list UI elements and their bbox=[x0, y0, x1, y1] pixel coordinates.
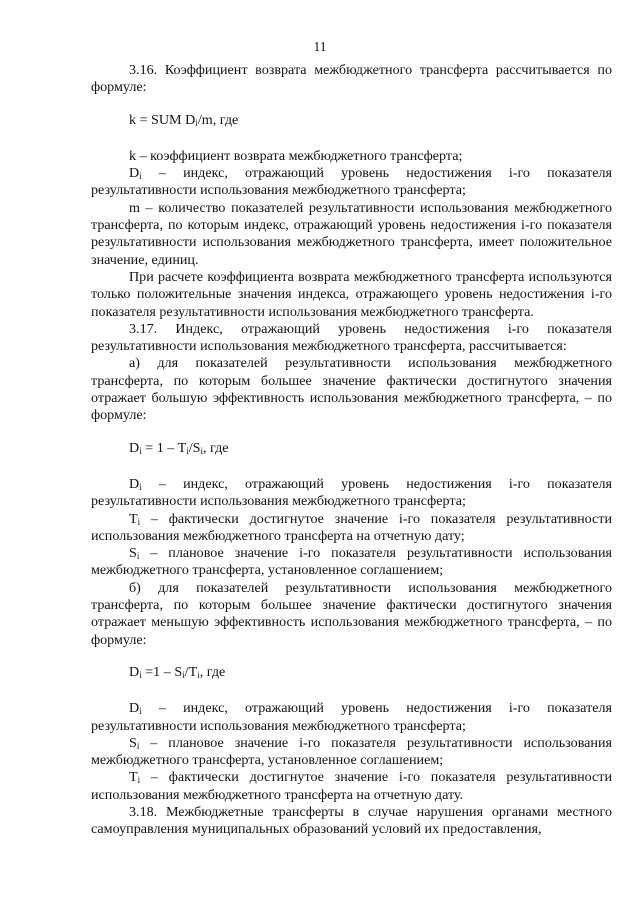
formula bbox=[91, 112, 612, 129]
subscript: i bbox=[139, 669, 142, 680]
text-run: = 1 – T bbox=[141, 439, 187, 456]
text-run: /T bbox=[184, 663, 198, 680]
text-run: – индекс, отражающий уровень недостижения i-го показателя результативности использования межбюджетного трансферта; bbox=[91, 700, 612, 734]
formula bbox=[91, 664, 612, 681]
paragraph: 3.16. Коэффициент возврата межбюджетного трансферта рассчитывается по формуле: bbox=[91, 62, 612, 96]
text-run: /S bbox=[188, 439, 201, 456]
document-body bbox=[91, 62, 612, 839]
text-run: S bbox=[129, 545, 137, 562]
subscript: i bbox=[139, 706, 142, 717]
paragraph: 3.17. Индекс, отражающий уровень недостижения i-го показателя результативности использования межбюджетного трансферта, рассчитывается: bbox=[91, 320, 612, 355]
text-run: – плановое значение i-го показателя результативности использования межбюджетного трансферта, установленное соглашением; bbox=[91, 734, 612, 769]
text-run: k = SUM D bbox=[129, 111, 196, 128]
subscript: i bbox=[195, 117, 198, 128]
paragraph bbox=[91, 476, 612, 511]
paragraph bbox=[91, 769, 612, 804]
text-run: , где bbox=[203, 439, 229, 456]
text-run: =1 – S bbox=[141, 663, 183, 680]
paragraph: m – количество показателей результативности использования межбюджетного трансферта, по которым индекс, отражающий уровень недостижения i-го показателя результативности использования межбюджетного трансферта, имеет положительное значение, единиц. bbox=[91, 199, 612, 268]
paragraph bbox=[91, 700, 612, 735]
subscript: i bbox=[137, 516, 141, 527]
text-run: /m, где bbox=[197, 111, 239, 128]
subscript: i bbox=[139, 171, 142, 182]
text-run: S bbox=[129, 734, 137, 751]
text-run: – плановое значение i-го показателя результативности использования межбюджетного трансферта, установленное соглашением; bbox=[91, 545, 612, 579]
subscript: i bbox=[186, 445, 189, 456]
text-run: D bbox=[129, 663, 140, 680]
text-run: – фактически достигнутое значение i-го показателя результативности использования межбюджетного трансферта на отчетную дату. bbox=[91, 769, 612, 803]
subscript: i bbox=[182, 669, 185, 680]
text-run: D bbox=[129, 700, 140, 717]
text-run: D bbox=[129, 165, 140, 182]
text-run: , где bbox=[199, 663, 226, 680]
paragraph: 3.18. Межбюджетные трансферты в случае нарушения органами местного самоуправления муниципальных образований условий их предоставления, bbox=[91, 803, 612, 838]
text-run: D bbox=[129, 475, 140, 492]
paragraph: При расчете коэффициента возврата межбюджетного трансферта используются только положительные значения индекса, отражающего уровень недостижения i-го показателя результативности использования межбюджетного трансферта. bbox=[91, 268, 612, 320]
paragraph bbox=[91, 511, 612, 546]
subscript: i bbox=[139, 445, 142, 456]
text-run: – индекс, отражающий уровень недостижения i-го показателя результативности использования межбюджетного трансферта; bbox=[91, 475, 612, 510]
subscript: i bbox=[139, 481, 142, 492]
paragraph bbox=[91, 165, 612, 200]
paragraph: б) для показателей результативности использования межбюджетного трансферта, по которым большее значение фактически достигнутого значения отражает меньшую эффективность использования межбюджетного трансферта, – по формуле: bbox=[91, 579, 612, 648]
text-run: T bbox=[129, 769, 138, 786]
subscript: i bbox=[136, 740, 140, 751]
subscript: i bbox=[136, 551, 140, 562]
subscript: i bbox=[197, 669, 200, 680]
text-run: T bbox=[129, 510, 138, 527]
paragraph bbox=[91, 545, 612, 580]
page-number: 11 bbox=[313, 39, 327, 54]
subscript: i bbox=[200, 445, 203, 456]
subscript: i bbox=[137, 775, 141, 786]
paragraph: k – коэффициент возврата межбюджетного трансферта; bbox=[129, 147, 463, 164]
paragraph bbox=[91, 735, 612, 770]
text-run: – индекс, отражающий уровень недостижения i-го показателя результативности использования межбюджетного трансферта; bbox=[91, 165, 612, 199]
paragraph: а) для показателей результативности использования межбюджетного трансферта, по которым большее значение фактически достигнутого значения отражает большую эффективность использования межбюджетного трансферта, – по формуле: bbox=[91, 355, 612, 424]
text-run: D bbox=[129, 439, 140, 456]
text-run: – фактически достигнутое значение i-го показателя результативности использования межбюджетного трансферта на отчетную дату; bbox=[91, 510, 612, 544]
formula bbox=[91, 440, 612, 457]
